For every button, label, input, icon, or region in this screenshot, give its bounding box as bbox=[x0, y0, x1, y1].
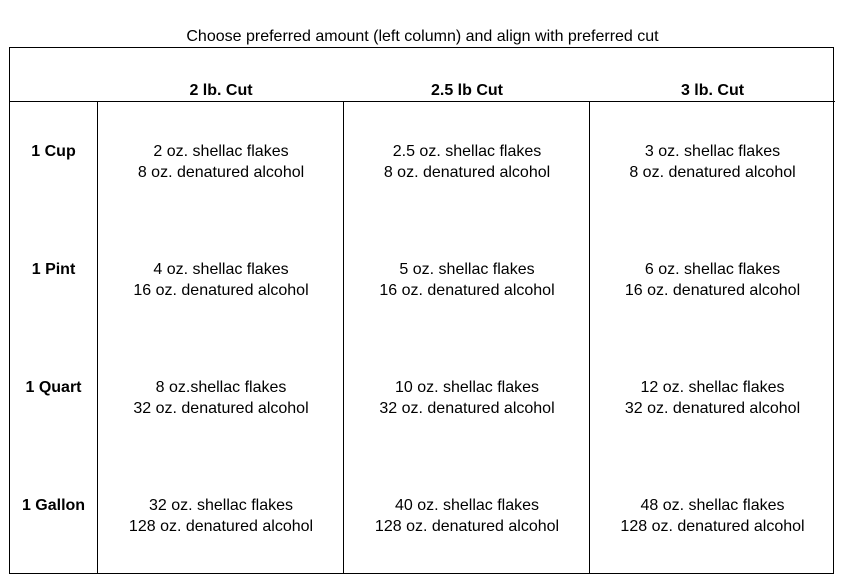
table-cell bbox=[590, 141, 835, 183]
table-cell bbox=[344, 377, 590, 419]
alcohol-amount: 16 oz. denatured alcohol bbox=[133, 282, 309, 299]
shellac-amount: 4 oz. shellac flakes bbox=[153, 261, 289, 278]
row-label-cup: 1 Cup bbox=[31, 143, 76, 160]
alcohol-amount: 128 oz. denatured alcohol bbox=[374, 518, 560, 535]
shellac-amount: 3 oz. shellac flakes bbox=[644, 143, 781, 160]
alcohol-amount: 16 oz. denatured alcohol bbox=[379, 282, 555, 299]
alcohol-amount: 8 oz. denatured alcohol bbox=[629, 164, 796, 181]
column-header-2-5lb: 2.5 lb Cut bbox=[430, 82, 503, 99]
alcohol-amount: 32 oz. denatured alcohol bbox=[133, 400, 309, 417]
shellac-amount: 12 oz. shellac flakes bbox=[640, 379, 785, 396]
shellac-amount: 2.5 oz. shellac flakes bbox=[392, 143, 542, 160]
table-cell bbox=[344, 259, 590, 301]
table-caption: Choose preferred amount (left column) and align with preferred cut bbox=[186, 28, 659, 45]
table-cell bbox=[98, 259, 344, 301]
shellac-amount: 48 oz. shellac flakes bbox=[640, 497, 785, 514]
row-label-pint: 1 Pint bbox=[31, 261, 76, 278]
alcohol-amount: 16 oz. denatured alcohol bbox=[624, 282, 801, 299]
table-cell bbox=[98, 495, 344, 537]
shellac-amount: 40 oz. shellac flakes bbox=[394, 497, 540, 514]
alcohol-amount: 128 oz. denatured alcohol bbox=[128, 518, 314, 535]
table-cell bbox=[590, 377, 835, 419]
table-cell bbox=[344, 141, 590, 183]
table-cell bbox=[98, 141, 344, 183]
alcohol-amount: 8 oz. denatured alcohol bbox=[383, 164, 551, 181]
alcohol-amount: 32 oz. denatured alcohol bbox=[379, 400, 555, 417]
shellac-amount: 6 oz. shellac flakes bbox=[644, 261, 781, 278]
shellac-amount: 5 oz. shellac flakes bbox=[399, 261, 535, 278]
shellac-amount: 2 oz. shellac flakes bbox=[153, 143, 289, 160]
alcohol-amount: 128 oz. denatured alcohol bbox=[620, 518, 805, 535]
table-cell bbox=[590, 495, 835, 537]
alcohol-amount: 32 oz. denatured alcohol bbox=[624, 400, 801, 417]
table-cell bbox=[98, 377, 344, 419]
column-header-2lb: 2 lb. Cut bbox=[189, 82, 253, 99]
table-cell bbox=[590, 259, 835, 301]
column-header-3lb: 3 lb. Cut bbox=[680, 82, 745, 99]
alcohol-amount: 8 oz. denatured alcohol bbox=[137, 164, 305, 181]
row-label-quart: 1 Quart bbox=[25, 379, 82, 396]
table-cell bbox=[344, 495, 590, 537]
shellac-amount: 10 oz. shellac flakes bbox=[394, 379, 540, 396]
shellac-amount: 8 oz.shellac flakes bbox=[155, 379, 287, 396]
header-divider bbox=[9, 101, 835, 102]
row-label-gallon: 1 Gallon bbox=[21, 497, 86, 514]
shellac-amount: 32 oz. shellac flakes bbox=[148, 497, 294, 514]
